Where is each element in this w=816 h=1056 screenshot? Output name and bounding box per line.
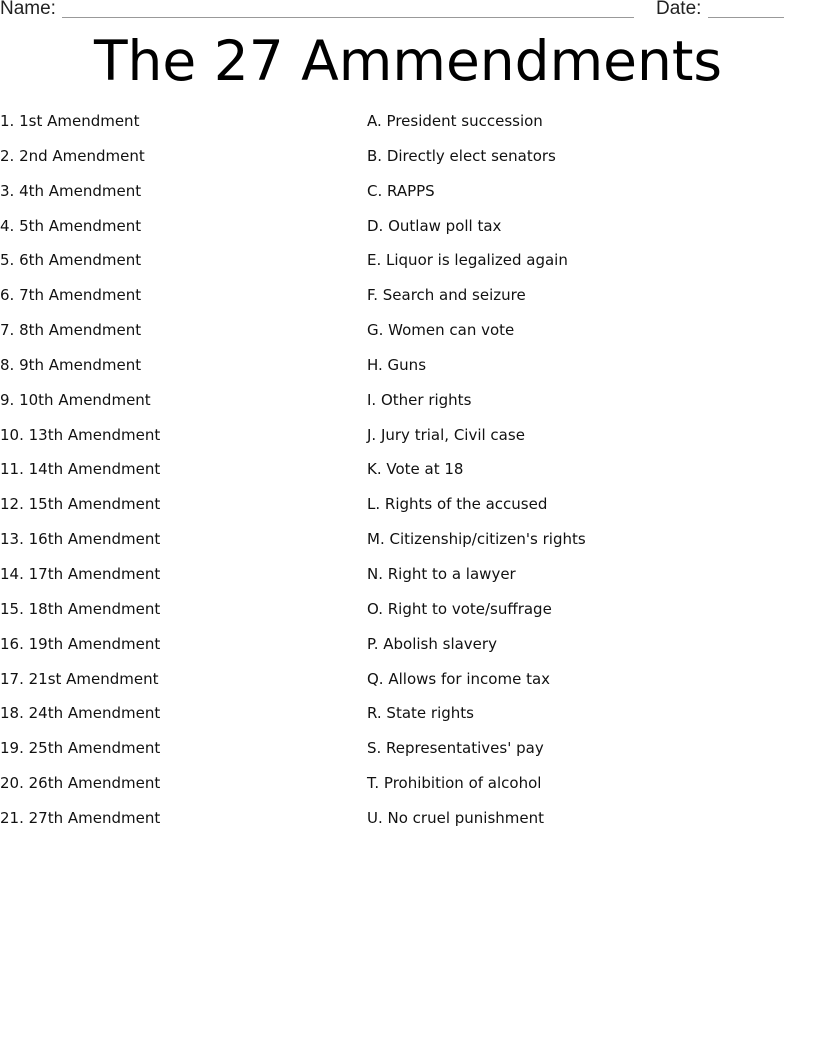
definition-item: A. President succession — [367, 112, 543, 130]
term-item: 4. 5th Amendment — [0, 216, 142, 235]
term-item: 5. 6th Amendment — [0, 251, 142, 270]
name-blank-line[interactable] — [62, 17, 634, 18]
term-item: 21. 27th Amendment — [0, 808, 161, 827]
definition-item: J. Jury trial, Civil case — [367, 425, 525, 444]
definition-item: B. Directly elect senators — [367, 146, 556, 165]
term-item: 17. 21st Amendment — [0, 669, 159, 688]
term-item: 1. 1st Amendment — [0, 112, 140, 130]
definition-item: E. Liquor is legalized again — [367, 251, 568, 270]
definition-item: G. Women can vote — [367, 321, 515, 340]
definition-item: C. RAPPS — [367, 181, 435, 200]
definition-item: M. Citizenship/citizen's rights — [367, 530, 586, 549]
term-item: 7. 8th Amendment — [0, 321, 142, 340]
term-item: 11. 14th Amendment — [0, 460, 161, 479]
term-item: 18. 24th Amendment — [0, 704, 161, 723]
definition-item: F. Search and seizure — [367, 286, 526, 305]
definition-item: U. No cruel punishment — [367, 808, 545, 827]
date-label: Date: — [656, 0, 702, 19]
page-title: The 27 Ammendments — [93, 29, 723, 93]
definition-item: O. Right to vote/suffrage — [367, 599, 552, 618]
term-item: 15. 18th Amendment — [0, 599, 161, 618]
worksheet-header — [0, 0, 816, 24]
definitions-column — [367, 111, 807, 843]
definition-item: S. Representatives' pay — [367, 739, 544, 758]
term-item: 2. 2nd Amendment — [0, 146, 145, 165]
definition-item: D. Outlaw poll tax — [367, 216, 502, 235]
term-item: 12. 15th Amendment — [0, 495, 161, 514]
term-item: 3. 4th Amendment — [0, 181, 142, 200]
term-item: 6. 7th Amendment — [0, 286, 142, 305]
term-item: 8. 9th Amendment — [0, 355, 142, 374]
definition-item: Q. Allows for income tax — [367, 669, 551, 688]
term-item: 20. 26th Amendment — [0, 774, 161, 793]
name-label: Name: — [0, 0, 56, 19]
definition-item: N. Right to a lawyer — [367, 564, 516, 583]
date-blank-line[interactable] — [708, 17, 784, 18]
term-item: 16. 19th Amendment — [0, 634, 161, 653]
definition-item: P. Abolish slavery — [367, 634, 497, 653]
term-item: 19. 25th Amendment — [0, 739, 161, 758]
definition-item: T. Prohibition of alcohol — [367, 774, 542, 793]
definition-item: H. Guns — [367, 355, 427, 374]
term-item: 10. 13th Amendment — [0, 425, 161, 444]
definition-item: K. Vote at 18 — [367, 460, 464, 479]
term-item: 13. 16th Amendment — [0, 530, 161, 549]
term-item: 14. 17th Amendment — [0, 564, 161, 583]
definition-item: R. State rights — [367, 704, 474, 723]
term-item: 9. 10th Amendment — [0, 390, 151, 409]
definition-item: L. Rights of the accused — [367, 495, 548, 514]
definition-item: I. Other rights — [367, 390, 472, 409]
terms-column — [0, 111, 340, 843]
